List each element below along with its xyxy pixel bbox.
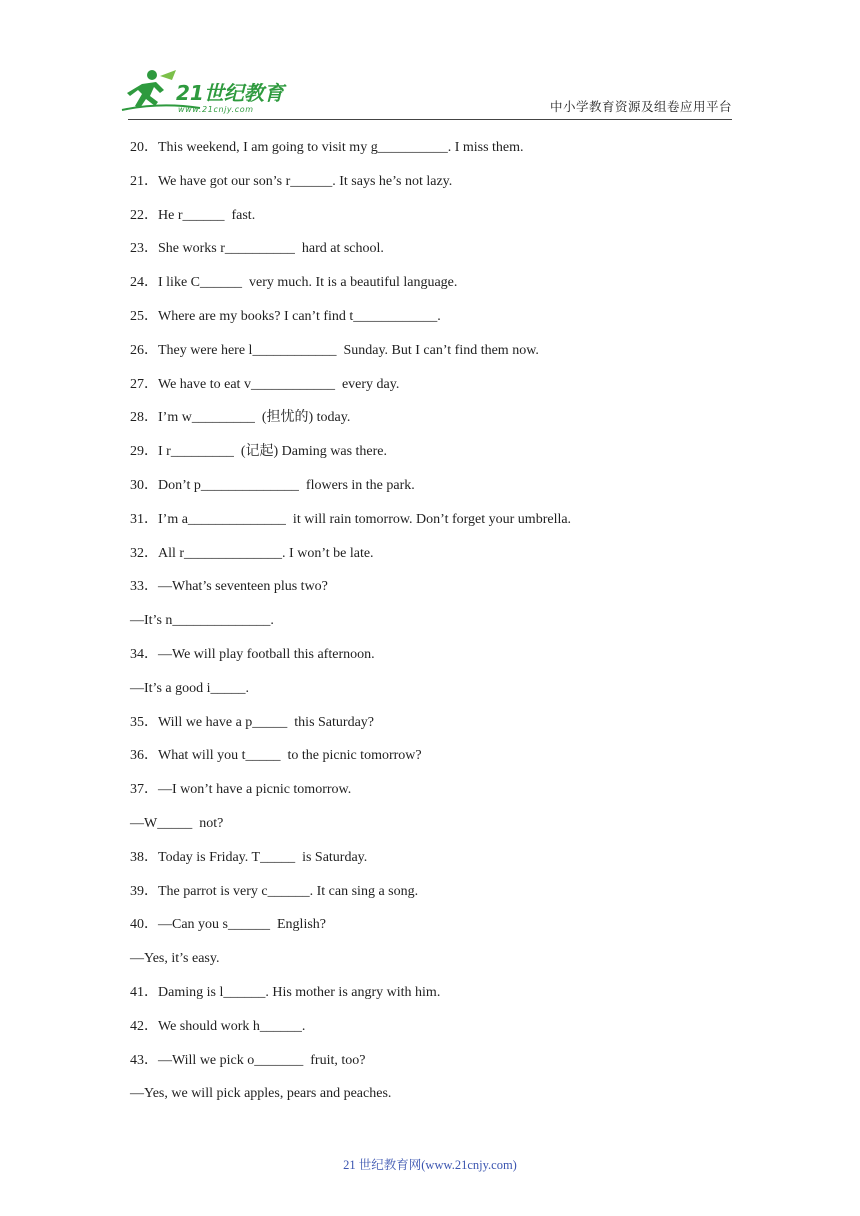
question-line: 35．Will we have a p_____ this Saturday?	[130, 714, 374, 730]
question-line: 39．The parrot is very c______. It can sing a song.	[130, 883, 419, 899]
answer-line: —Yes, we will pick apples, pears and peaches.	[130, 1086, 392, 1102]
question-line: 41．Daming is l______. His mother is angry with him.	[130, 984, 441, 1000]
answer-line: —W_____ not?	[130, 815, 224, 831]
header-divider	[128, 119, 732, 120]
exercise-list	[130, 138, 750, 1118]
question-line: 34．—We will play football this afternoon.	[130, 646, 375, 662]
question-line: 31．I’m a______________ it will rain tomorrow. Don’t forget your umbrella.	[130, 511, 572, 527]
question-line: 26．They were here l____________ Sunday. But I can’t find them now.	[130, 342, 539, 358]
question-line: 36．What will you t_____ to the picnic tomorrow?	[130, 748, 422, 764]
question-line: 22．He r______ fast.	[130, 207, 256, 223]
page-header	[0, 0, 860, 125]
question-line: 30．Don’t p______________ flowers in the park.	[130, 477, 415, 493]
question-line: 38．Today is Friday. T_____ is Saturday.	[130, 849, 368, 865]
question-line: 23．She works r__________ hard at school.	[130, 241, 384, 257]
question-line: 24．I like C______ very much. It is a beautiful language.	[130, 275, 458, 291]
question-line: 33．—What’s seventeen plus two?	[130, 579, 328, 595]
platform-name: 中小学教育资源及组卷应用平台	[549, 100, 732, 114]
page-footer: 21 世纪教育网(www.21cnjy.com)	[343, 1158, 517, 1172]
question-line: 28．I’m w_________ (担忧的) today.	[130, 410, 351, 426]
question-line: 32．All r______________. I won’t be late.	[130, 545, 374, 561]
question-line: 25．Where are my books? I can’t find t____________.	[130, 308, 441, 324]
question-line: 37．—I won’t have a picnic tomorrow.	[130, 782, 352, 798]
runner-logo-icon	[120, 66, 290, 116]
question-line: 29．I r_________ (记起) Daming was there.	[130, 444, 388, 460]
brand-logo	[120, 66, 290, 116]
logo-sub-text: www.21cnjy.com	[178, 105, 254, 114]
question-line: 21．We have got our son’s r______. It says he’s not lazy.	[130, 173, 453, 189]
question-line: 43．—Will we pick o_______ fruit, too?	[130, 1052, 366, 1068]
question-line: 27．We have to eat v____________ every day.	[130, 376, 400, 392]
logo-main-text: 21世纪教育	[176, 81, 284, 105]
question-line: 40．—Can you s______ English?	[130, 917, 326, 933]
question-line: 20．This weekend, I am going to visit my g__________. I miss them.	[130, 140, 524, 155]
question-line: 42．We should work h______.	[130, 1018, 306, 1034]
answer-line: —It’s a good i_____.	[130, 680, 249, 696]
answer-line: —Yes, it’s easy.	[130, 951, 220, 967]
answer-line: —It’s n______________.	[130, 613, 274, 629]
